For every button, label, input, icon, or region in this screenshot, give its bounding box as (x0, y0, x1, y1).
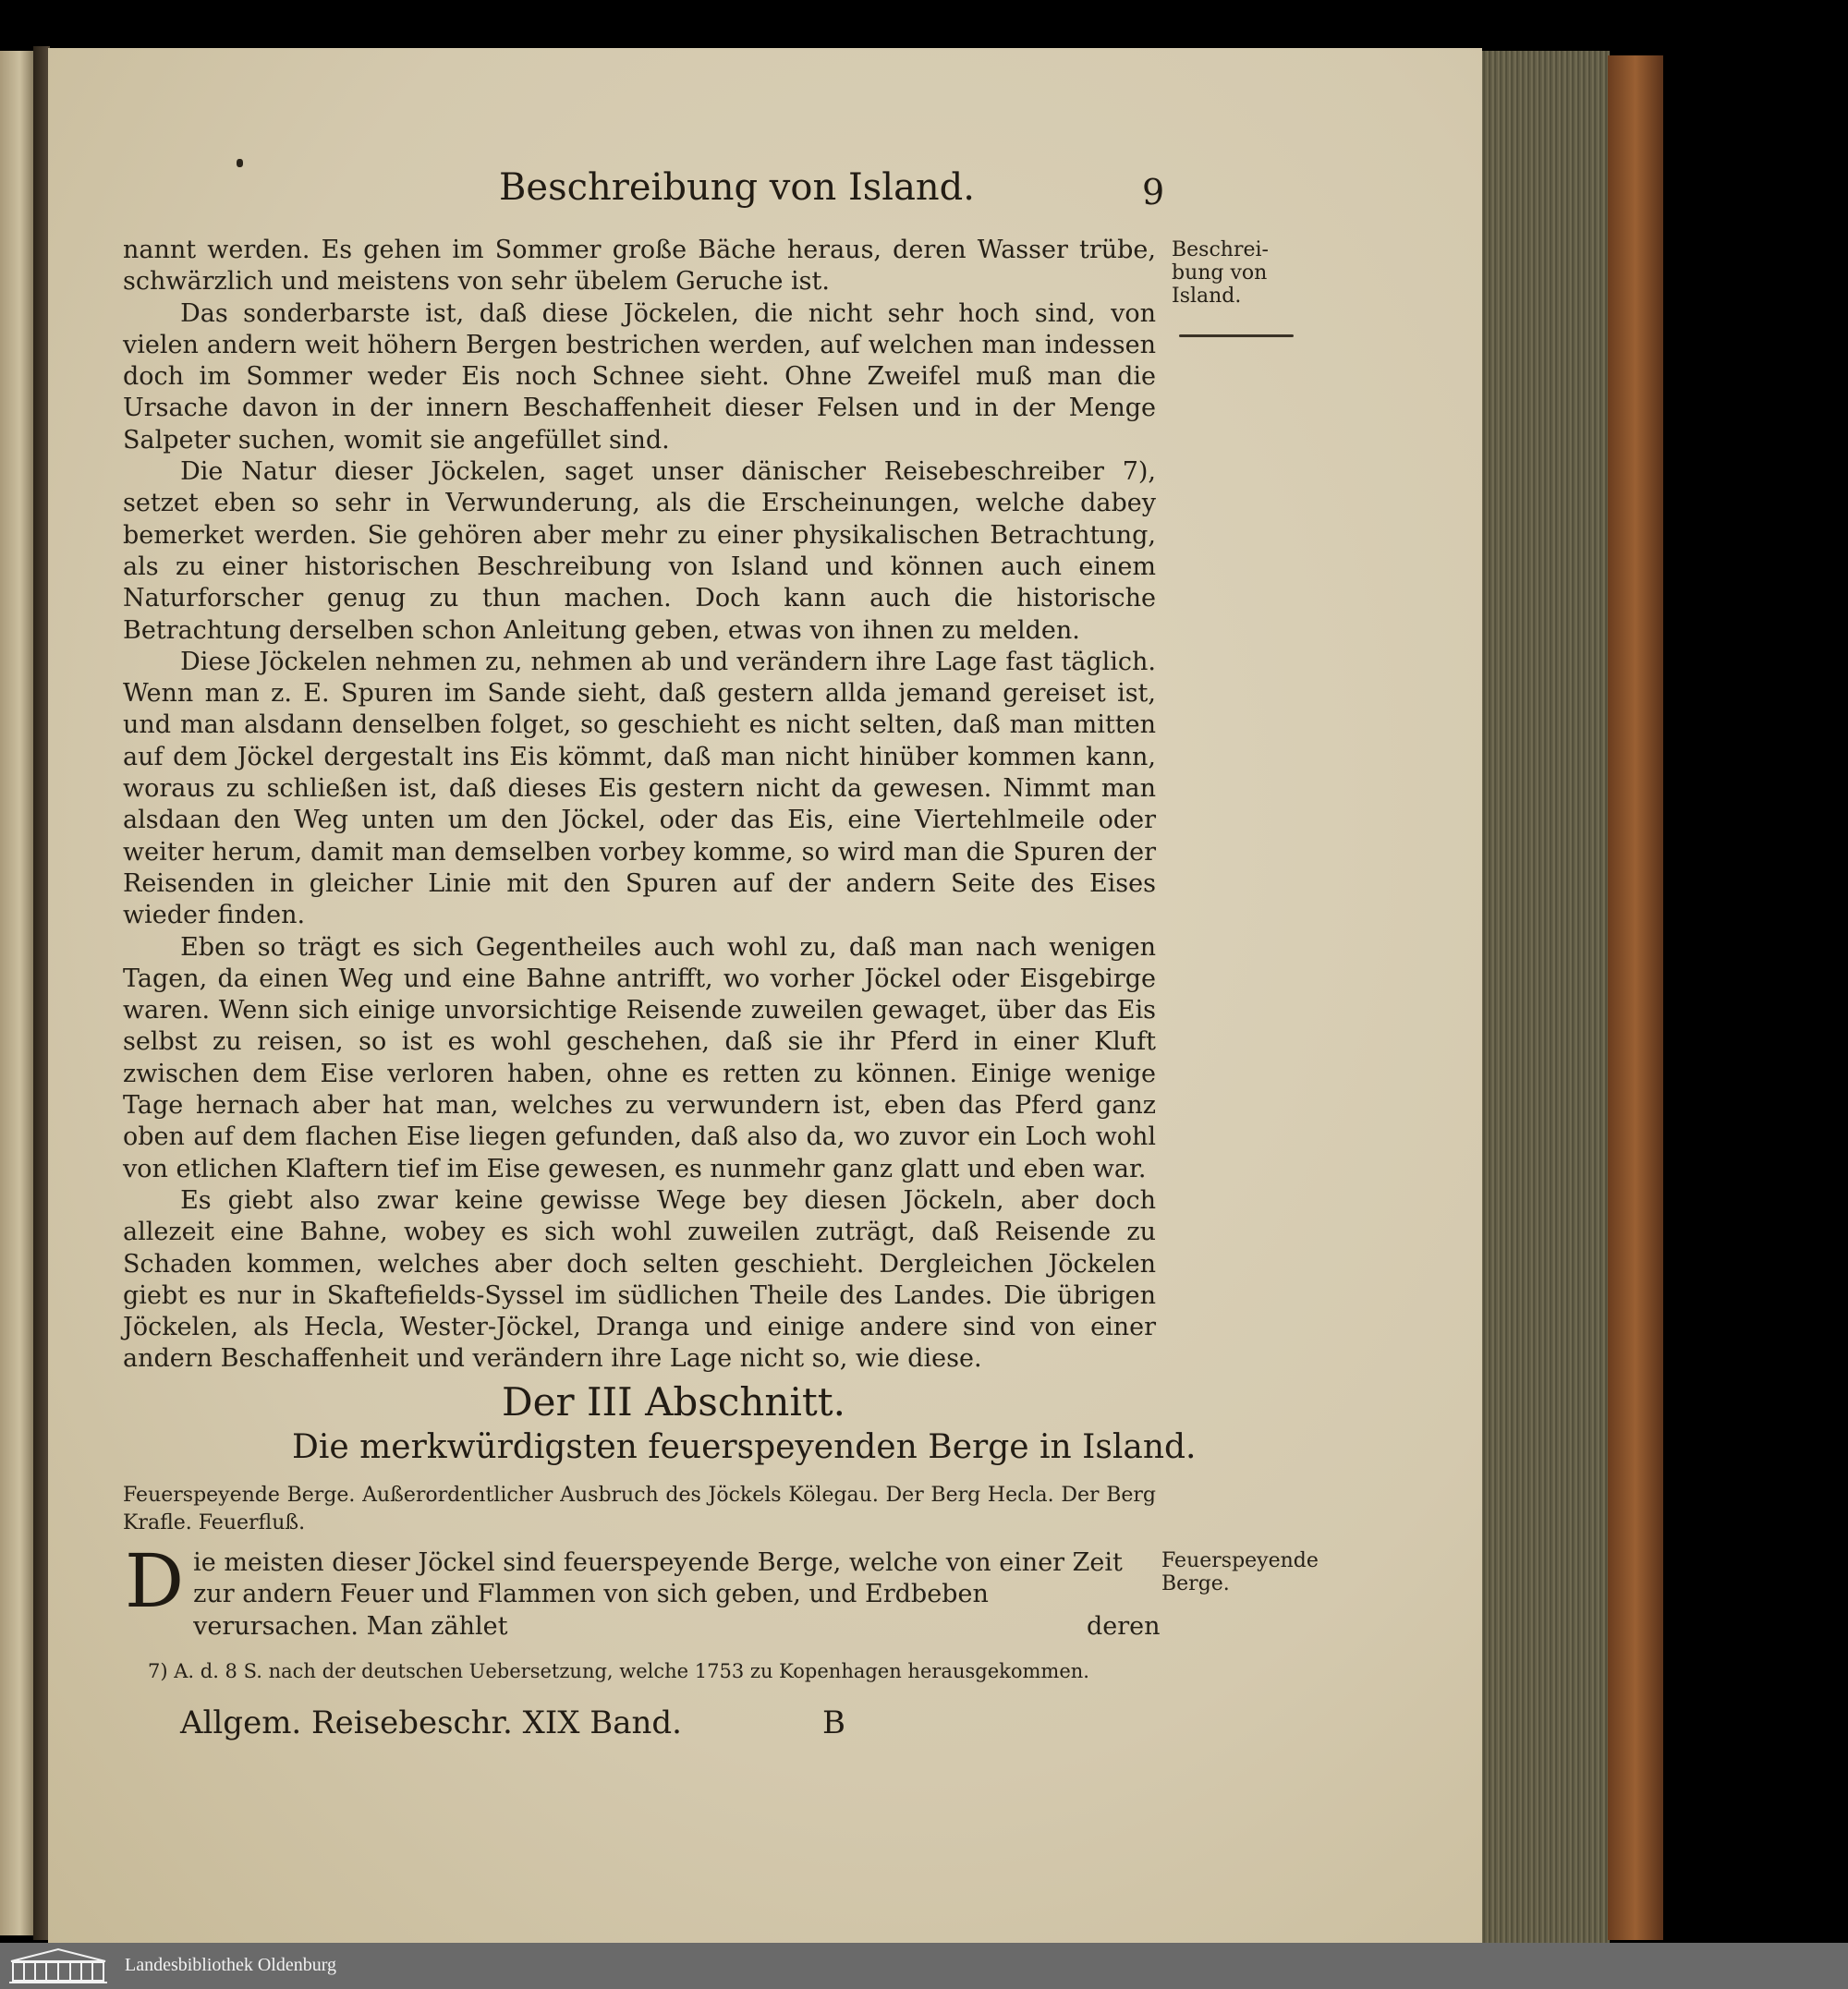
section-title: Der III Abschnitt. (502, 1379, 846, 1425)
margin-note-feuerspeyende (1161, 1549, 1319, 1595)
signature-mark: B (822, 1704, 845, 1741)
margin-note-underline (1179, 334, 1294, 337)
previous-page-edge (0, 51, 33, 1935)
intro-paragraph (123, 1538, 1156, 1643)
paragraph: nannt werden. Es gehen im Sommer große Bäche heraus, deren Wasser trübe, schwärzlich und meistens von sehr übelem Geruche ist. (123, 236, 1156, 297)
intro-text: ie meisten dieser Jöckel sind feuerspeyende Berge, welche von einer Zeit zur andern Feuer und Flammen von sich geben, und Erdbeben verursachen. Man zählet (193, 1548, 1123, 1641)
library-building-icon (7, 1947, 109, 1985)
ink-mark (237, 159, 243, 167)
margin-note-line: Beschrei- (1172, 238, 1269, 261)
paragraph: Das sonderbarste ist, daß diese Jöckelen, die nicht sehr hoch sind, von vielen andern weit höhern Bergen bestrichen werden, auf welchen man indessen doch im Sommer weder Eis noch Schnee sieht. Ohne Zweifel muß man die Ursache davon in der innern Beschaffenheit dieser Felsen und in der Menge Salpeter suchen, womit sie angefüllet sind. (123, 298, 1156, 455)
page-stack-edge (1480, 51, 1610, 1945)
running-head: Beschreibung von Island. (499, 166, 975, 209)
paragraph: Die Natur dieser Jöckelen, saget unser dänischer Reisebeschreiber 7), setzet eben so sehr in Verwunderung, als die Erscheinungen, welche dabey bemerket werden. Sie gehören aber mehr zu einer physikalischen Betrachtung, als zu einer historischen Beschreibung von Island und können auch einem Naturforscher genug zu thun machen. Doch kann auch die historische Betrachtung derselben schon Anleitung geben, etwas von ihnen zu melden. (123, 457, 1156, 645)
paragraph: Es giebt also zwar keine gewisse Wege bey diesen Jöckeln, aber doch allezeit eine Bahne, wobey es sich wohl zuweilen zuträgt, daß Reisende zu Schaden kommen, welches aber doch selten geschieht. Dergleichen Jöckelen giebt es nur in Skaftefields-Syssel im südlichen Theile des Landes. Die übrigen Jöckelen, als Hecla, Wester-Jöckel, Dranga und einige andere sind von einer andern Beschaffenheit und verändern ihre Lage nicht so, wie diese. (123, 1185, 1156, 1374)
margin-note-beschreibung (1172, 238, 1269, 308)
section-subtitle: Die merkwürdigsten feuerspeyenden Berge in Island. (292, 1428, 1197, 1466)
margin-note-line: Berge. (1161, 1572, 1230, 1595)
book-cover-edge (1608, 55, 1663, 1940)
page-number: 9 (1142, 172, 1165, 212)
paragraph: Eben so trägt es sich Gegentheiles auch wohl zu, daß man nach wenigen Tagen, da einen Weg und eine Bahne antrifft, wo vorher Jöckel oder Eisgebirge waren. Wenn sich einige unvorsichtige Reisende zuweilen gewaget, über das Eis selbst zu reisen, so ist es wohl geschehen, daß sie ihr Pferd in einer Kluft zwischen dem Eise verloren haben, ohne es retten zu können. Einige wenige Tage hernach aber hat man, welches zu verwundern ist, eben das Pferd ganz oben auf dem flachen Eise liegen gefunden, daß also da, wo zuvor ein Loch wohl von etlichen Klaftern tief im Eise gewesen, es nunmehr ganz glatt und eben war. (123, 932, 1156, 1183)
margin-note-line: bung von (1172, 261, 1268, 285)
body-text (123, 235, 1156, 1376)
paragraph: Diese Jöckelen nehmen zu, nehmen ab und verändern ihre Lage fast täglich. Wenn man z. E. Spuren im Sande sieht, daß gestern allda jemand gereiset ist, und man alsdann denselben folget, so geschieht es nicht selten, daß man mitten auf dem Jöckel dergestalt ins Eis kömmt, daß man nicht hinüber kommen kann, woraus zu schließen ist, daß dieses Eis gestern nicht da gewesen. Nimmt man alsdaan den Weg unten um den Jöckel, oder das Eis, eine Viertehlmeile oder weiter herum, damit man demselben vorbey komme, so wird man die Spuren der Reisenden in gleicher Linie mit den Spuren auf der andern Seite des Eises wieder finden. (123, 647, 1156, 930)
footnote: 7) A. d. 8 S. nach der deutschen Uebersetzung, welche 1753 zu Kopenhagen herausgekommen. (148, 1660, 1089, 1682)
margin-note-line: Feuerspeyende (1161, 1549, 1319, 1572)
section-summary: Feuerspeyende Berge. Außerordentlicher Ausbruch des Jöckels Kölegau. Der Berg Hecla. Der Berg Krafle. Feuerfluß. (123, 1484, 1156, 1534)
catchword: deren (1087, 1612, 1161, 1641)
signature-line: Allgem. Reisebeschr. XIX Band. (180, 1704, 682, 1741)
library-name: Landesbibliothek Oldenburg (125, 1955, 337, 1975)
drop-capital: D (125, 1538, 185, 1624)
margin-note-line: Island. (1172, 285, 1242, 308)
